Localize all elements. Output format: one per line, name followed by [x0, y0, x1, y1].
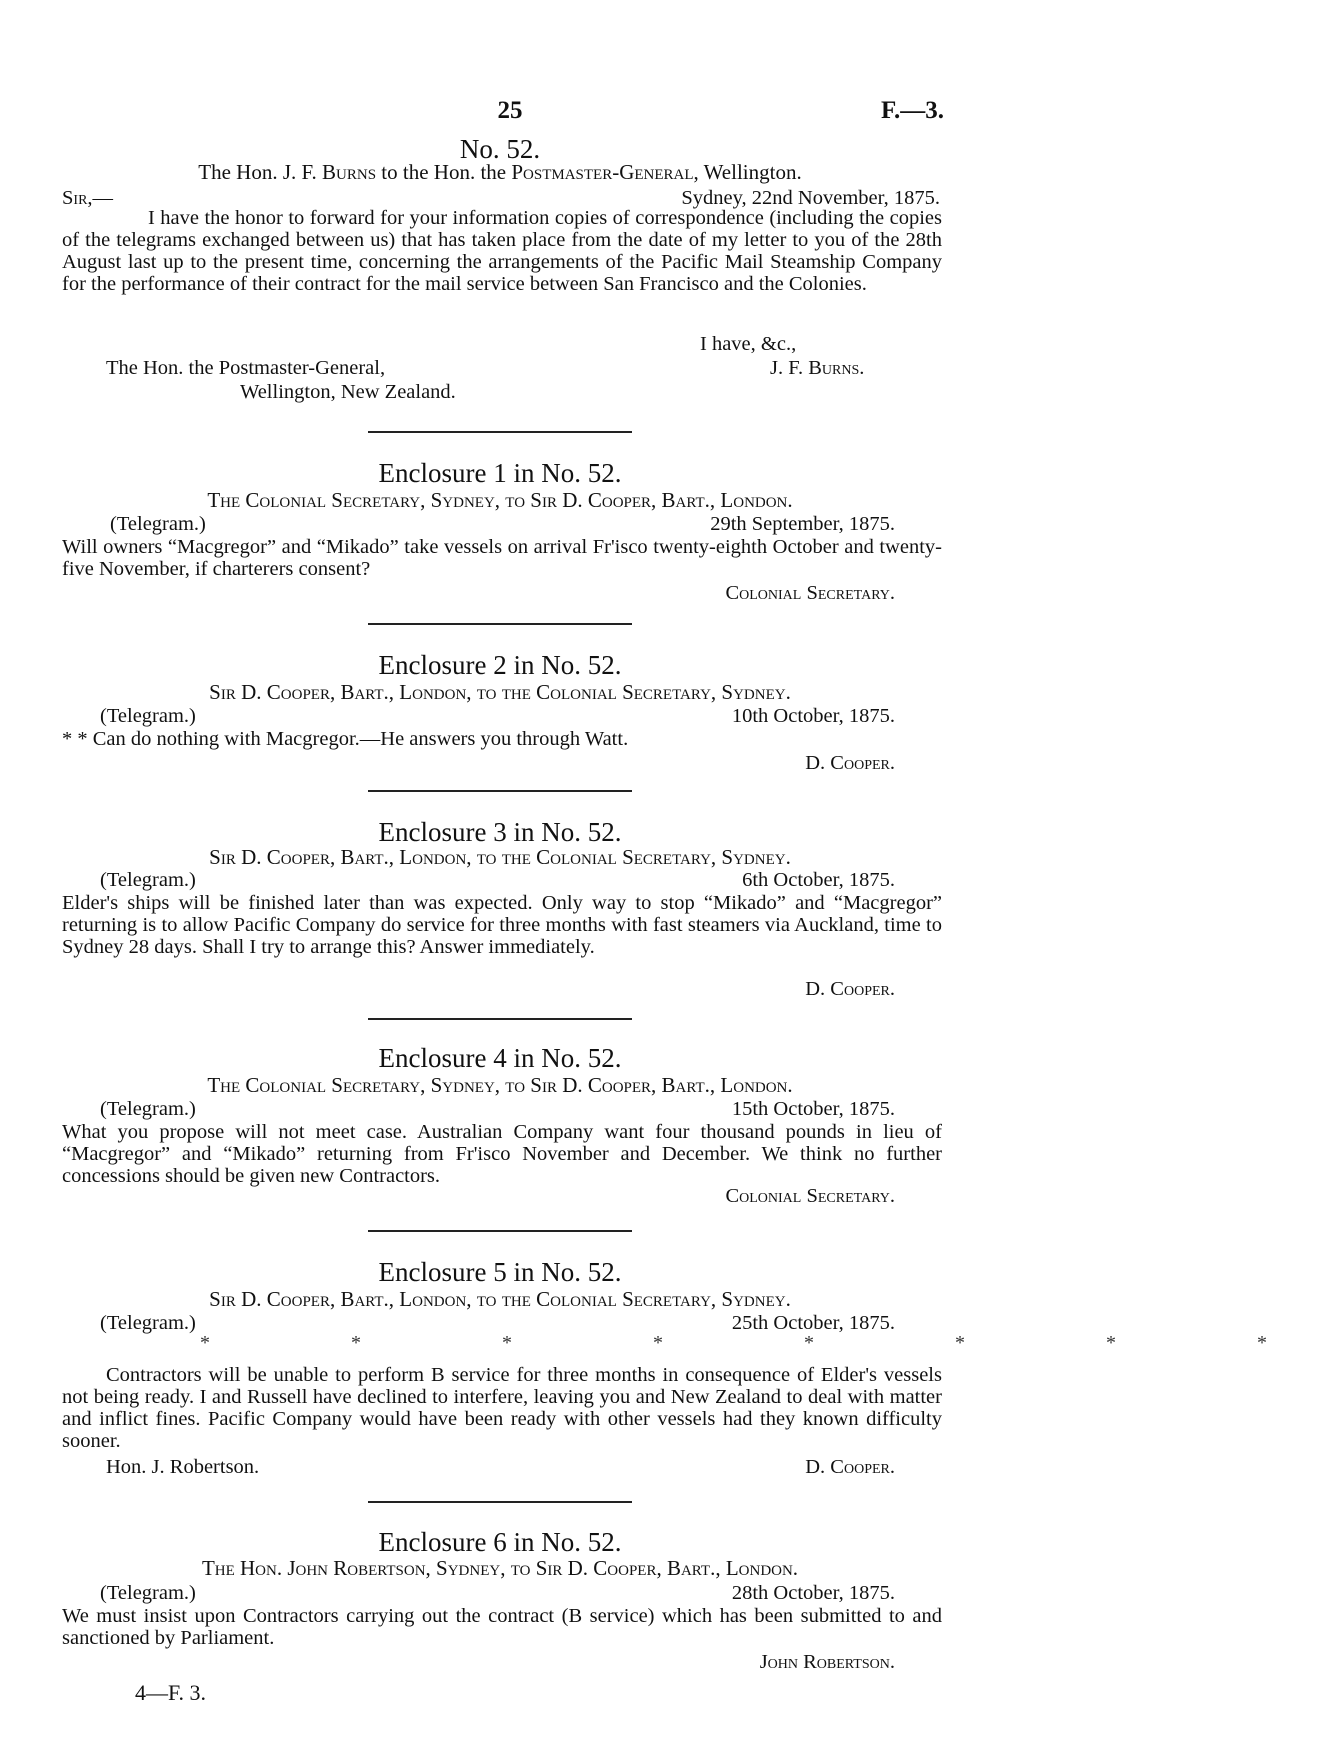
signature-mark: 4—F. 3.	[135, 1680, 206, 1705]
letter-title: No. 52.	[459, 134, 541, 164]
enclosure-5-title: Enclosure 5 in No. 52.	[378, 1257, 622, 1287]
subtitle-mid: to the Hon. the	[381, 160, 507, 184]
enclosure-1-type: (Telegram.)	[110, 513, 206, 535]
enclosure-6-title: Enclosure 6 in No. 52.	[378, 1527, 622, 1557]
divider	[368, 1018, 632, 1020]
letter-date: Sydney, 22nd November, 1875.	[681, 187, 940, 209]
enclosure-1-from-to: The Colonial Secretary, Sydney, to Sir D. Cooper, Bart., London.	[207, 488, 793, 512]
page-number: 25	[497, 97, 523, 124]
divider	[368, 623, 632, 625]
enclosure-5-type: (Telegram.)	[100, 1312, 196, 1334]
enclosure-4-body: What you propose will not meet case. Australian Company want four thousand pounds in lieu of “Macgregor” and “Mikado” returning from Fr'isco November and December. We think no further concessions should be given new Contractors.	[62, 1121, 942, 1187]
divider	[368, 1501, 632, 1503]
enclosure-4-signature: Colonial Secretary.	[725, 1185, 895, 1207]
subtitle-postmaster-general: Postmaster-General	[511, 160, 694, 184]
enclosure-2-date: 10th October, 1875.	[731, 705, 895, 727]
address-line-1: The Hon. the Postmaster-General,	[106, 357, 386, 379]
address-line-2: Wellington, New Zealand.	[240, 381, 456, 403]
enclosure-5-addressee: Hon. J. Robertson.	[106, 1456, 260, 1478]
enclosure-4-title: Enclosure 4 in No. 52.	[378, 1043, 622, 1073]
enclosure-2-type: (Telegram.)	[100, 705, 196, 727]
salutation: Sir,—	[62, 187, 114, 209]
letter-closing: I have, &c.,	[700, 333, 797, 355]
enclosure-6-date: 28th October, 1875.	[731, 1582, 895, 1604]
letter-body: I have the honor to forward for your information copies of correspondence (including the copies of the telegrams exchanged between us) that has taken place from the date of my letter to you of the 28th August last up to the present time, concerning the arrangements of the Pacific Mail Steamship Company for the performance of their contract for the mail service between San Francisco and the Colonies.	[62, 207, 942, 295]
subtitle-burns: Burns	[322, 160, 377, 184]
enclosure-5-from-to: Sir D. Cooper, Bart., London, to the Colonial Secretary, Sydney.	[209, 1287, 791, 1311]
enclosure-2-signature: D. Cooper.	[805, 752, 895, 774]
letter-signature: J. F. Burns.	[770, 357, 865, 379]
enclosure-4-date: 15th October, 1875.	[731, 1098, 895, 1120]
enclosure-1-date: 29th September, 1875.	[710, 513, 895, 535]
enclosure-6-type: (Telegram.)	[100, 1582, 196, 1604]
page-reference: F.—3.	[881, 97, 944, 124]
enclosure-5-body: Contractors will be unable to perform B service for three months in consequence of Elder's vessels not being ready. I and Russell have declined to interfere, leaving you and New Zealand to deal with matter and inflict fines. Pacific Company would have been ready with other vessels had they known difficulty sooner.	[62, 1364, 942, 1452]
enclosure-1-title: Enclosure 1 in No. 52.	[378, 458, 622, 488]
enclosure-1-body: Will owners “Macgregor” and “Mikado” take vessels on arrival Fr'isco twenty-eighth October and twenty-five November, if charterers consent?	[62, 536, 942, 580]
subtitle-post: , Wellington.	[693, 160, 802, 184]
enclosure-5-signature: D. Cooper.	[805, 1456, 895, 1478]
enclosure-3-signature: D. Cooper.	[805, 978, 895, 1000]
divider	[368, 790, 632, 792]
enclosure-5-asterisk-row: * * * * * * * *	[200, 1332, 1335, 1354]
enclosure-5-asterisks	[200, 1332, 1335, 1355]
enclosure-6-body: We must insist upon Contractors carrying out the contract (B service) which has been submitted to and sanctioned by Parliament.	[62, 1605, 942, 1649]
enclosure-5-date: 25th October, 1875.	[731, 1312, 895, 1334]
enclosure-3-date: 6th October, 1875.	[742, 869, 895, 891]
divider	[368, 431, 632, 433]
divider	[368, 1230, 632, 1232]
enclosure-3-body: Elder's ships will be finished later than was expected. Only way to stop “Mikado” and “Macgregor” returning is to allow Pacific Company do service for three months with fast steamers via Auckland, time to Sydney 28 days. Shall I try to arrange this? Answer immediately.	[62, 892, 942, 958]
enclosure-4-type: (Telegram.)	[100, 1098, 196, 1120]
enclosure-3-type: (Telegram.)	[100, 869, 196, 891]
subtitle-pre: The Hon. J. F.	[198, 160, 317, 184]
enclosure-6-signature: John Robertson.	[759, 1651, 895, 1673]
enclosure-6-from-to: The Hon. John Robertson, Sydney, to Sir D. Cooper, Bart., London.	[201, 1556, 799, 1580]
enclosure-3-title: Enclosure 3 in No. 52.	[378, 817, 622, 847]
enclosure-2-from-to: Sir D. Cooper, Bart., London, to the Colonial Secretary, Sydney.	[209, 680, 791, 704]
enclosure-1-signature: Colonial Secretary.	[725, 582, 895, 604]
enclosure-2-body: * * Can do nothing with Macgregor.—He answers you through Watt.	[62, 728, 629, 750]
enclosure-2-title: Enclosure 2 in No. 52.	[378, 650, 622, 680]
letter-subtitle	[0, 160, 1000, 185]
enclosure-4-from-to: The Colonial Secretary, Sydney, to Sir D. Cooper, Bart., London.	[207, 1073, 793, 1097]
enclosure-3-from-to: Sir D. Cooper, Bart., London, to the Colonial Secretary, Sydney.	[209, 845, 791, 869]
